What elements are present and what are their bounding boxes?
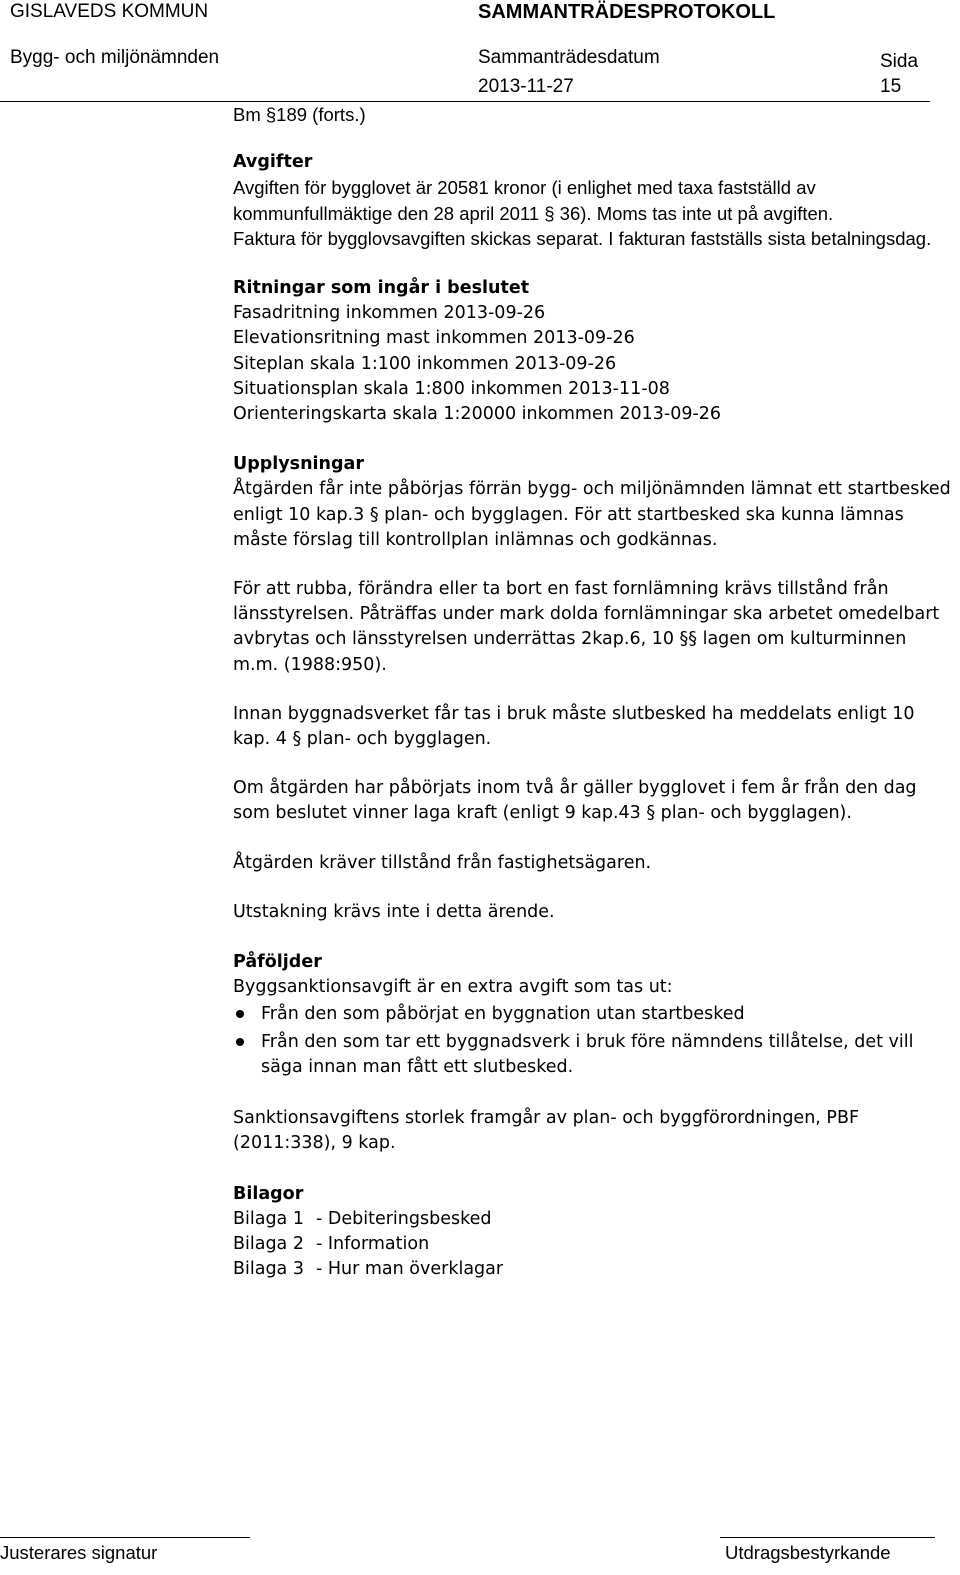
drawing-item: Siteplan skala 1:100 inkommen 2013-09-26 <box>233 353 617 374</box>
section-heading: Ritningar som ingår i beslutet <box>233 278 530 299</box>
meeting-date: 2013-11-27 <box>478 76 574 97</box>
footer-extract-label: Utdragsbestyrkande <box>725 1542 891 1563</box>
text-line: kommunfullmäktige den 28 april 2011 § 36). Moms tas inte ut på avgiften. <box>233 202 834 224</box>
paragraph-reference: Bm §189 (forts.) <box>233 104 366 125</box>
attachment-label: Bilaga 2 <box>233 1233 304 1254</box>
info-paragraph: Åtgärden får inte påbörjas förrän bygg- och miljönämnden lämnat ett startbesked enligt 10 kap.3 § plan- och bygglagen. För att startbesked ska kunna lämnas måste förslag till kontrollplan inlämnas och godkännas. <box>233 479 951 550</box>
list-item: Från den som påbörjat en byggnation utan startbesked <box>233 1002 955 1027</box>
section-heading: Upplysningar <box>233 454 364 475</box>
footer-rule-left <box>0 1537 250 1538</box>
section-heading: Avgifter <box>233 152 313 173</box>
section-pafoljder <box>233 950 955 1156</box>
drawing-item: Fasadritning inkommen 2013-09-26 <box>233 303 546 324</box>
org-name: GISLAVEDS KOMMUN <box>10 1 209 22</box>
attachment-row <box>233 1257 955 1282</box>
drawing-item: Elevationsritning mast inkommen 2013-09-26 <box>233 328 635 349</box>
section-avgifter <box>233 150 955 251</box>
text-line: Avgiften för bygglovet är 20581 kronor (i enlighet med taxa fastställd av <box>233 177 816 199</box>
section-heading: Påföljder <box>233 952 322 973</box>
attachment-title: - Hur man överklagar <box>316 1259 504 1280</box>
page-label: Sida <box>880 51 919 72</box>
info-paragraph: Innan byggnadsverket får tas i bruk måste slutbesked ha meddelats enligt 10 kap. 4 § plan- och bygglagen. <box>233 703 915 750</box>
doc-type: SAMMANTRÄDESPROTOKOLL <box>478 1 776 23</box>
bullet-icon <box>236 1010 244 1018</box>
sanction-paragraph: Sanktionsavgiftens storlek framgår av plan- och byggförordningen, PBF (2011:338), 9 kap. <box>233 1108 860 1154</box>
pafoljder-list <box>233 1002 955 1080</box>
footer-signature-label: Justerares signatur <box>0 1542 158 1563</box>
info-paragraph: Utstakning krävs inte i detta ärende. <box>233 901 555 922</box>
list-item: Från den som tar ett byggnadsverk i bruk före nämndens tillåtelse, det vill säga innan man fått ett slutbesked. <box>233 1030 955 1080</box>
attachment-row <box>233 1207 955 1232</box>
page-number: 15 <box>880 76 902 97</box>
section-heading: Bilagor <box>233 1183 304 1204</box>
bullet-icon <box>236 1038 244 1046</box>
info-paragraph: Åtgärden kräver tillstånd från fastighetsägaren. <box>233 852 652 873</box>
info-paragraph: Om åtgärden har påbörjats inom två år gäller bygglovet i fem år från den dag som beslutet vinner laga kraft (enligt 9 kap.43 § plan- och bygglagen). <box>233 778 917 824</box>
text-line: Faktura för bygglovsavgiften skickas separat. I fakturan fastställs sista betalningsdag. <box>233 227 932 249</box>
attachment-title: - Debiteringsbesked <box>316 1208 492 1229</box>
drawing-item: Situationsplan skala 1:800 inkommen 2013-11-08 <box>233 378 670 399</box>
section-ritningar <box>233 276 955 427</box>
footer-rule-right <box>720 1537 935 1538</box>
document-body <box>233 102 955 1282</box>
board-name: Bygg- och miljönämnden <box>10 47 220 68</box>
drawing-item: Orienteringskarta skala 1:20000 inkommen 2013-09-26 <box>233 404 722 425</box>
attachment-title: - Information <box>316 1233 430 1254</box>
attachment-label: Bilaga 3 <box>233 1259 304 1280</box>
info-paragraph: För att rubba, förändra eller ta bort en fast fornlämning krävs tillstånd från länsstyrelsen. Påträffas under mark dolda fornlämningar ska arbetet omedelbart avbrytas och länsstyrelsen underrättas 2kap.6, 10 §§ lagen om kulturminnen m.m. (1988:950). <box>233 579 940 675</box>
date-label: Sammanträdesdatum <box>478 47 660 68</box>
section-upplysningar <box>233 452 955 925</box>
section-bilagor <box>233 1182 955 1283</box>
attachment-label: Bilaga 1 <box>233 1208 304 1229</box>
attachment-row <box>233 1232 955 1257</box>
pafoljder-intro: Byggsanktionsavgift är en extra avgift som tas ut: <box>233 977 673 998</box>
